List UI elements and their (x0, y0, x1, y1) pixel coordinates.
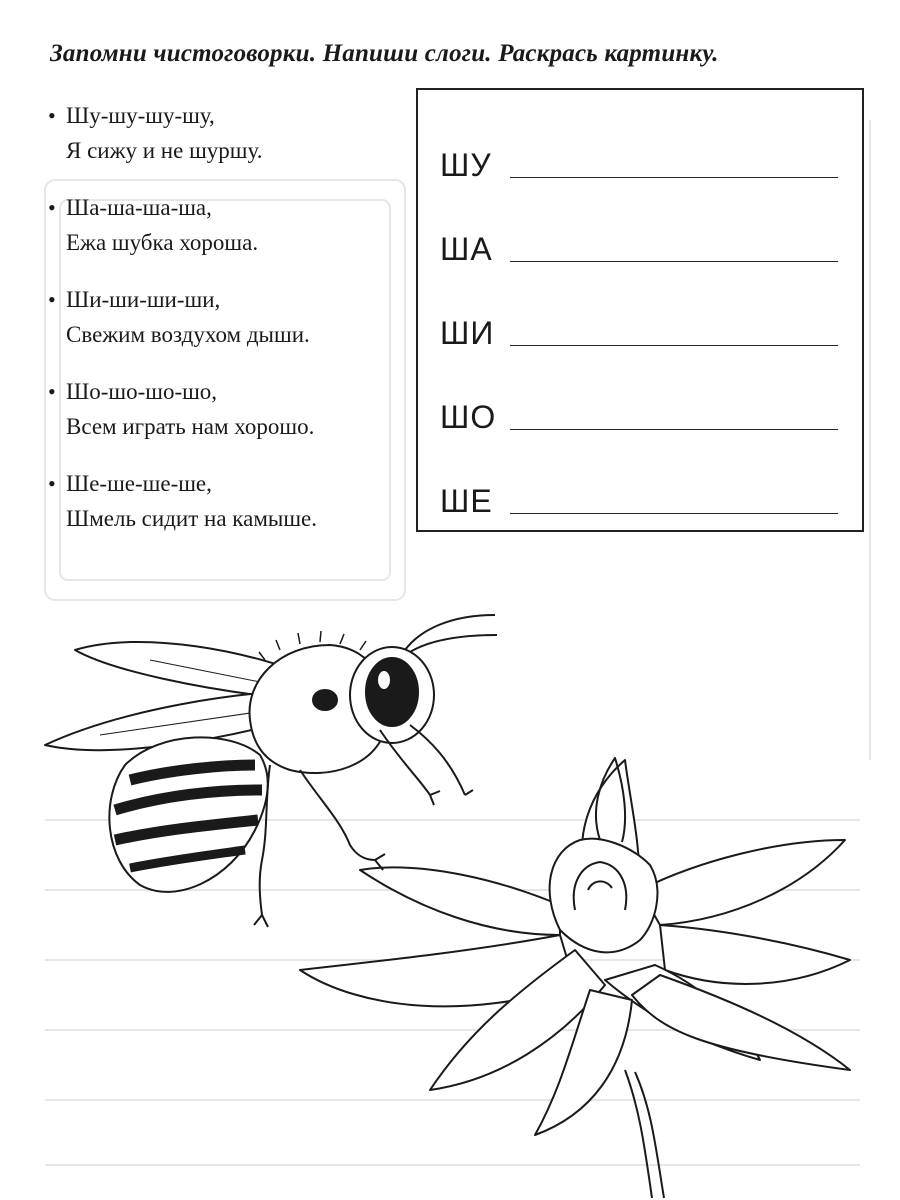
bullet-icon: • (48, 103, 56, 128)
list-item (44, 466, 414, 536)
page-title: Запомни чистоговорки. Напиши слоги. Раскрась картинку. (50, 40, 719, 67)
rhyme-line-1: Шо-шо-шо-шо, (66, 379, 218, 404)
syllable-row (440, 216, 838, 266)
list-item (44, 282, 414, 352)
syllable-label: ШИ (440, 315, 495, 351)
rhyme-line-2: Я сижу и не шуршу. (66, 138, 263, 163)
syllable-writing-box (416, 88, 864, 532)
bullet-icon: • (48, 471, 56, 496)
rhyme-line-1: Ше-ше-ше-ше, (66, 471, 212, 496)
rhyme-line-2: Ежа шубка хороша. (66, 230, 259, 255)
list-item (44, 190, 414, 260)
writing-line[interactable] (510, 429, 838, 430)
rhyme-line-2: Шмель сидит на камыше. (66, 506, 317, 531)
writing-line[interactable] (510, 345, 838, 346)
rhyme-line-2: Всем играть нам хорошо. (66, 414, 315, 439)
syllable-label: ШО (440, 399, 497, 435)
syllable-row (440, 468, 838, 518)
rhyme-line-1: Ша-ша-ша-ша, (66, 195, 212, 220)
bullet-icon: • (48, 195, 56, 220)
syllable-label: ШЕ (440, 483, 493, 519)
tongue-twister-list (44, 98, 414, 558)
writing-line[interactable] (510, 177, 838, 178)
syllable-row (440, 384, 838, 434)
coloring-illustration[interactable] (0, 590, 900, 1200)
syllable-label: ША (440, 231, 493, 267)
writing-line[interactable] (510, 261, 838, 262)
flower-drawing[interactable] (300, 758, 850, 1198)
writing-line[interactable] (510, 513, 838, 514)
bullet-icon: • (48, 287, 56, 312)
rhyme-line-2: Свежим воздухом дыши. (66, 322, 310, 347)
syllable-row (440, 132, 838, 182)
rhyme-line-1: Ши-ши-ши-ши, (66, 287, 221, 312)
rhyme-line-1: Шу-шу-шу-шу, (66, 103, 215, 128)
list-item (44, 374, 414, 444)
list-item (44, 98, 414, 168)
syllable-row (440, 300, 838, 350)
bullet-icon: • (48, 379, 56, 404)
syllable-label: ШУ (440, 147, 492, 183)
